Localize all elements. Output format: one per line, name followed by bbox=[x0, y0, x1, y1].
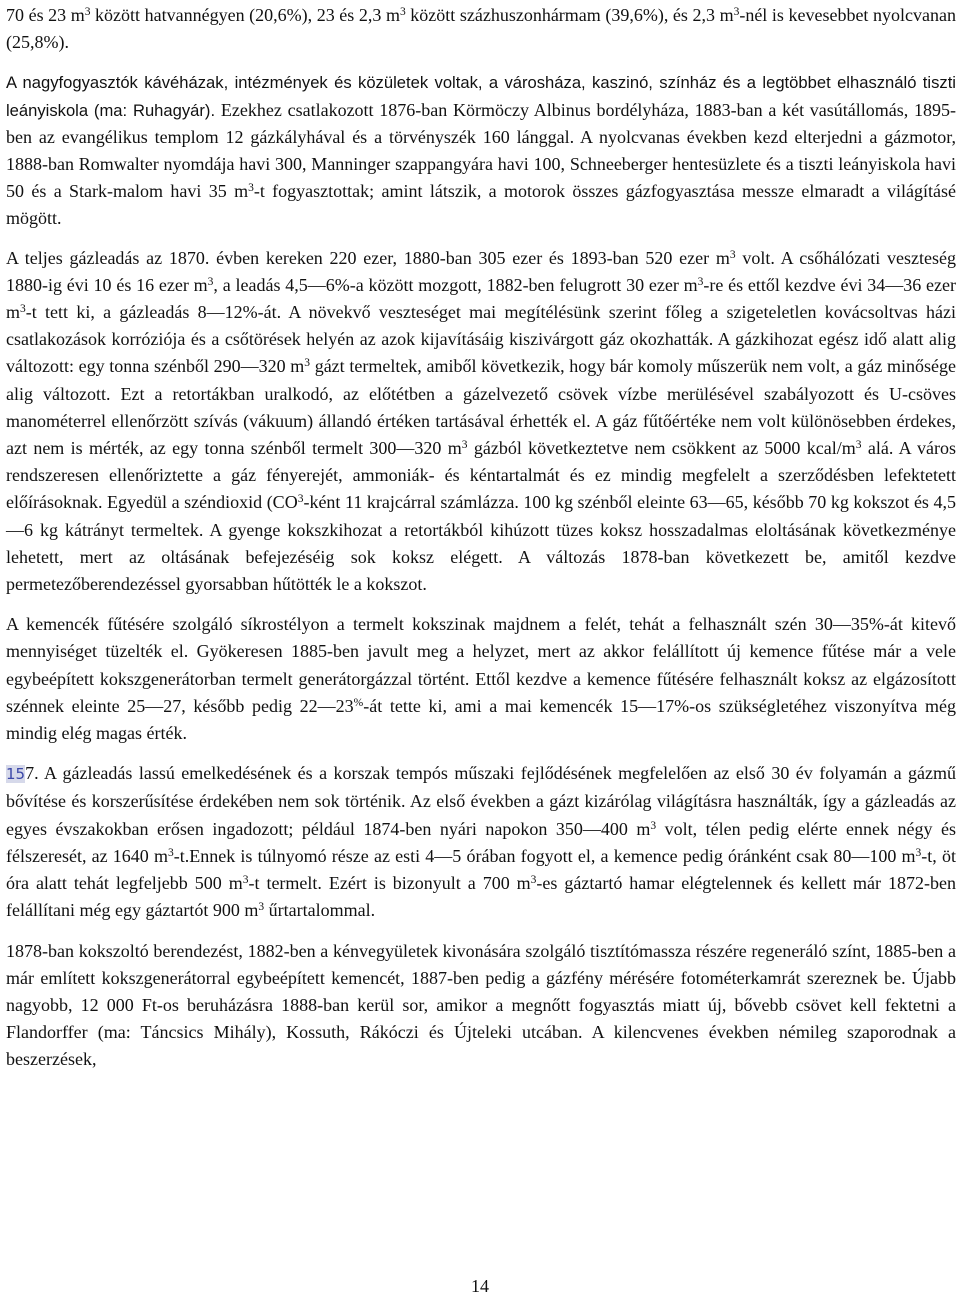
superscript: 3 bbox=[697, 275, 704, 288]
text-run: 1878-ban kokszoltó berendezést, 1882-ben a kénvegyületek kivonására szolgáló tisztítómassza részére regeneráló színt, 1885-ben a már említett kokszgenerátorral egybeépített kemencét, 1887-ben pedig a gázfény mérésére fotométerkamrát szereznek be. Újabb nagyobb, 12 000 Ft-os beruházásra 1888-ban kerül sor, amikor a megnőtt fogyasztás miatt új, bővebb csövet kell fektetni a Flandorffer (ma: Táncsics Mihály), Kossuth, Rákóczi és Újteleki utcában. A kilencvenes években némileg szaporodnak a beszerzések, bbox=[6, 940, 956, 1070]
superscript: 3 bbox=[304, 357, 311, 370]
superscript: 3 bbox=[855, 439, 862, 452]
text-run: , a leadás 4,5—6%-a között mozgott, 1882-ben felugrott 30 ezer m bbox=[213, 274, 698, 295]
superscript: 3 bbox=[248, 182, 254, 195]
superscript: 3 bbox=[399, 6, 406, 18]
text-run: űrtartalommal. bbox=[264, 900, 376, 921]
page-number: 14 bbox=[471, 1276, 489, 1296]
superscript: 3 bbox=[207, 275, 214, 288]
text-run: Ezekhez csatlakozott 1876-ban Körmöczy Albinus bordélyháza, 1883-ban a két vasútállomás, 1895-ben az evangélikus templom 12 gázkályhával és a törvényszék 160 lánggal. A nyolcvanas években kezd elterjedni a gázmotor, 1888-ban Romwalter nyomdája havi 300, Manninger szappangyára havi 100, Schneeberger hentesüzlete és a tiszti leányiskola havi 50 és a Stark-malom havi 35 m bbox=[6, 99, 957, 202]
text-run: -t, öt óra alatt tehát legfeljebb 500 m bbox=[6, 845, 956, 894]
superscript: 3 bbox=[258, 901, 265, 914]
text-run: 70 és 23 m bbox=[6, 5, 85, 25]
text-run: -ként 11 krajcárral számlázza. 100 kg szénből eleinte 63—65, később 70 kg kokszot és 4,5—6 kg kátrányt termeltek. A gyenge kokszkihozat a retortákból kihúzott tüzes koksz hosszadalmas eloltásának következménye lehetett, mert az oltásának befejezéséig sok koksz elégett. A változás 1878-ban következett be, amitől kezdve permetezőberendezéssel gyorsabban hűtötték le a kokszot. bbox=[6, 492, 957, 595]
text-run: -re és ettől kezdve évi 34—36 ezer m bbox=[6, 274, 956, 323]
superscript: 3 bbox=[168, 846, 174, 859]
paragraph-consumers-share bbox=[6, 2, 956, 56]
text-run: -t tett ki, a gázleadás 8—12%-át. A növekvő veszteséget mai megítélésünk szerint főleg a szigeteletlen kovácsoltvas házi csatlakozások korróziója és a csőtörések helyén az azok kijavításáig kiszivárgott gáz okozhatták. A gázkihozat egész idő alatt alig változott: egy tonna szénből 290—320 m bbox=[6, 302, 956, 377]
superscript: 3 bbox=[530, 874, 537, 887]
text-run: -nél is kevesebbet nyolcvanan (25,8%). bbox=[6, 5, 956, 53]
paragraph-furnace-heating bbox=[6, 611, 956, 747]
text-run: volt. A csőhálózati veszteség 1880-ig évi 10 és 16 ezer m bbox=[6, 247, 956, 295]
superscript: 3 bbox=[84, 6, 91, 18]
superscript: 3 bbox=[20, 303, 26, 316]
text-run: alá. A város rendszeresen ellenőriztette a gáz fényerejét, ammoniák- és kéntartalmát és ez mindig megfelelt a szerződésben lefektetett előírásoknak. Egyedül a széndioxid (CO bbox=[6, 438, 956, 513]
text-run: -t.Ennek is túlnyomó része az esti 4—5 órában fogyott el, a kemence pedig óránként csak 80—100 m bbox=[173, 845, 916, 866]
superscript: 3 bbox=[650, 819, 657, 832]
text-run: gázt termeltek, amiből következik, hogy bár komoly műszerük nem volt, a gáz minősége alig változott. Ezt a retortákban uralkodó, az előtétben a gázelvezető csövek vízbe merülésével szabályozott és U-csöves manométerrel ellenőrzött szívás (vákuum) állandó értéken tartásával érhették el. A gáz fűtőértéke nem volt különösebben érdekes, azt nem is mérték, az egy tonna szénből termelt 300—320 m bbox=[6, 356, 956, 459]
text-run: -át tette ki, ami a mai kemencék 15—17%-os szükségletéhez viszonyítva még mindig elég magas érték. bbox=[6, 695, 956, 744]
text-run: gázból következtetve nem csökkent az 5000 kcal/m bbox=[467, 438, 856, 459]
document-page bbox=[6, 2, 956, 1074]
paragraph-gas-output bbox=[6, 245, 956, 599]
sans-text-run: A nagyfogyasztók kávéházak, intézmények és közületek voltak, a városháza, kaszinó, színház és a legtöbbet elhasználó tiszti leányiskola (ma: Ruhagyár). bbox=[6, 73, 956, 120]
percent-superscript: % bbox=[353, 696, 364, 709]
text-run: -es gáztartó hamar elégtelennek és kellett már 1872-ben felállítani még egy gáztartót 900 m bbox=[6, 873, 956, 921]
text-run: 7. A gázleadás lassú emelkedésének és a korszak tempós műszaki fejlődésének megfelelően az első 30 év folyamán a gázmű bővítése és korszerűsítése érdekében nem sok történik. Az első években a gázt kizárólag világításra használták, így a gázleadás az egyes évszakokban erősen ingadozott; például 1874-ben nyári napokon 350—400 m bbox=[6, 763, 956, 839]
superscript: 3 bbox=[242, 874, 249, 887]
paragraph-section-7 bbox=[6, 760, 956, 924]
text-run: A kemencék fűtésére szolgáló síkrostélyon a termelt kokszinak majdnem a felét, tehát a felhasznált szén 30—35%-át kitevő mennyiséget tüzelték el. Gyökeresen 1885-ben javult meg a helyzet, mert az akkor felállított új kemence fűtése már a vele egybeépített kokszgenerátorban termelt generátorgázzal történt. Ettől kezdve a kemence fűtésére felhasznált koksz az elgázosított szénnek eleinte 25—27, később pedig 22—23 bbox=[6, 614, 956, 716]
paragraph-equipment bbox=[6, 938, 956, 1074]
text-run: -t fogyasztottak; amint látszik, a motorok összes gázfogyasztása messze elmaradt a világításé mögött. bbox=[6, 181, 956, 229]
text-run: -t termelt. Ezért is bizonyult a 700 m bbox=[248, 873, 531, 894]
highlighted-paragraph-number: 15 bbox=[6, 765, 26, 784]
text-run: között százhuszonhármam (39,6%), és 2,3 m bbox=[405, 5, 734, 25]
text-run: között hatvannégyen (20,6%), 23 és 2,3 m bbox=[90, 5, 400, 25]
superscript: 3 bbox=[461, 439, 468, 452]
text-run: volt, télen pedig elérte ennek négy és félszeresét, az 1640 m bbox=[6, 818, 956, 866]
superscript: 3 bbox=[733, 6, 740, 18]
superscript: 3 bbox=[729, 248, 736, 261]
superscript: 3 bbox=[297, 493, 304, 506]
superscript: 3 bbox=[915, 846, 922, 859]
text-run: A teljes gázleadás az 1870. évben kereken 220 ezer, 1880-ban 305 ezer és 1893-ban 520 ezer m bbox=[6, 247, 730, 268]
paragraph-large-consumers bbox=[6, 69, 956, 232]
